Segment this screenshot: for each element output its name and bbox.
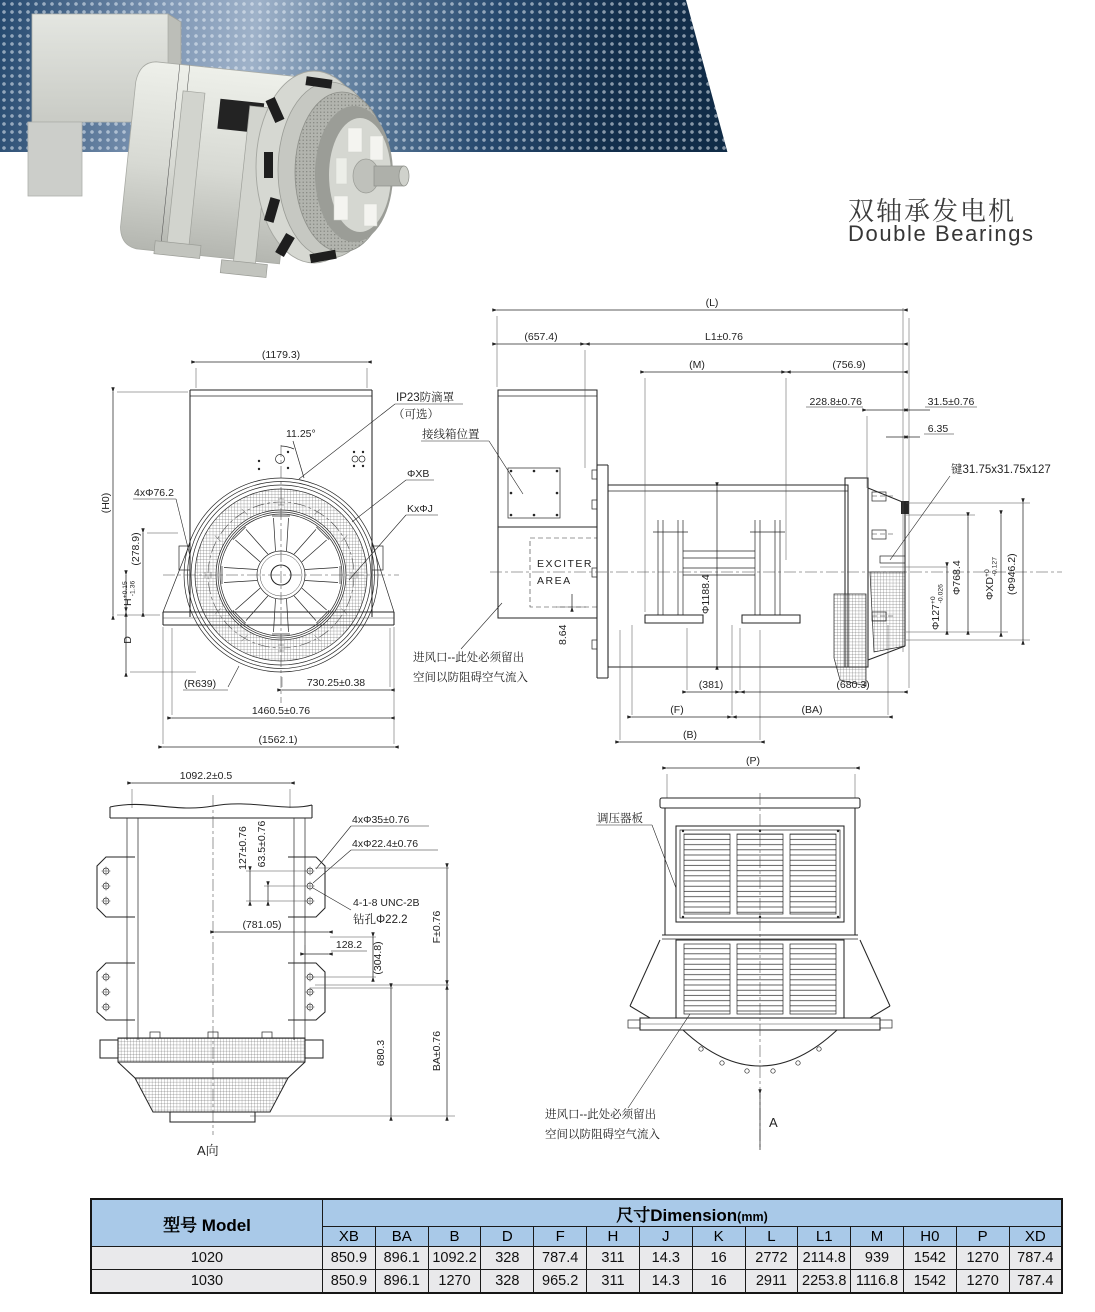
cell: 850.9 — [323, 1270, 376, 1294]
cell: 896.1 — [375, 1270, 428, 1294]
col-j: J — [639, 1227, 692, 1247]
cell: 311 — [587, 1270, 640, 1294]
dim-d: D — [122, 636, 134, 644]
col-l: L — [745, 1227, 798, 1247]
cell: 2911 — [745, 1270, 798, 1294]
label-corner-holes: 4xΦ76.2 — [134, 487, 174, 499]
dim-l: (L) — [705, 297, 719, 309]
label-xb: ΦXB — [407, 468, 430, 480]
cell: 896.1 — [375, 1247, 428, 1270]
dim-730: 730.25±0.38 — [306, 677, 366, 689]
col-f: F — [534, 1227, 587, 1247]
dim-1460: 1460.5±0.76 — [251, 705, 311, 717]
side-view-drawing — [490, 297, 1062, 742]
cell: 787.4 — [1009, 1247, 1062, 1270]
col-xb: XB — [323, 1227, 376, 1247]
col-d: D — [481, 1227, 534, 1247]
bottom-view-drawing — [97, 770, 455, 1158]
dim-xd: $\Phi XD^{+0}-0.127$ — [984, 557, 999, 600]
dim-304: (304.8) — [372, 941, 384, 975]
label-unc-1: 4-1-8 UNC-2B — [353, 897, 420, 909]
table-row-1020 — [91, 1247, 1062, 1270]
dim-h0: (H0) — [100, 492, 112, 514]
cell: 1116.8 — [851, 1270, 904, 1294]
dim-1562: (1562.1) — [258, 734, 298, 746]
col-xd: XD — [1009, 1227, 1062, 1247]
cell: 328 — [481, 1247, 534, 1270]
dim-f-076: F±0.76 — [431, 910, 443, 944]
col-ba: BA — [375, 1227, 428, 1247]
cell: 1270 — [956, 1247, 1009, 1270]
dim-278: (278.9) — [130, 532, 142, 566]
dim-128: 128.2 — [335, 939, 363, 951]
rear-note-air-1: 进风口--此处必须留出 — [545, 1109, 657, 1121]
cell: 328 — [481, 1270, 534, 1294]
dim-680-3: 680.3 — [375, 1039, 387, 1067]
col-h: H — [587, 1227, 640, 1247]
cell: 2114.8 — [798, 1247, 851, 1270]
col-h0: H0 — [903, 1227, 956, 1247]
dim-r639: (R639) — [184, 678, 217, 690]
dim-756: (756.9) — [832, 359, 866, 371]
col-b: B — [428, 1227, 481, 1247]
dim-1179: (1179.3) — [261, 349, 301, 361]
machine-open-end — [256, 71, 409, 263]
rear-note-air-2: 空间以防阻碍空气流入 — [545, 1129, 660, 1141]
dim-680: (680.3) — [836, 679, 870, 691]
label-holes-22: 4xΦ22.4±0.76 — [352, 838, 419, 850]
cell: 1270 — [428, 1270, 481, 1294]
cell: 16 — [692, 1270, 745, 1294]
dim-127: 127±0.76 — [237, 826, 249, 870]
dim-h-tol: $H^{+0.15}-1.36$ — [122, 580, 137, 606]
dim-f: (F) — [670, 704, 684, 716]
cell: 2253.8 — [798, 1270, 851, 1294]
label-unc-2: 钻孔Φ22.2 — [353, 914, 408, 926]
label-optional: （可选） — [393, 409, 439, 421]
col-k: K — [692, 1227, 745, 1247]
rear-view-drawing — [545, 755, 892, 1150]
cell: 1092.2 — [428, 1247, 481, 1270]
dim-781: (781.05) — [242, 919, 282, 931]
cell: 14.3 — [639, 1270, 692, 1294]
label-regulator: 调压器板 — [597, 813, 643, 825]
arrow-a-label: A — [769, 1115, 778, 1130]
cell: 2772 — [745, 1247, 798, 1270]
junction-plate-dots — [510, 470, 559, 517]
dim-31-5: 31.5±0.76 — [927, 396, 975, 408]
note-air-inlet-1: 进风口--此处必须留出 — [413, 652, 525, 664]
dim-ba: (BA) — [801, 704, 823, 716]
cell: 965.2 — [534, 1270, 587, 1294]
page-title-en: Double Bearings — [848, 221, 1035, 246]
col-p: P — [956, 1227, 1009, 1247]
dimension-table — [90, 1198, 1063, 1294]
engineering-drawings — [0, 290, 1095, 1185]
cell: 14.3 — [639, 1247, 692, 1270]
generator-photo — [18, 2, 438, 308]
label-key: 键31.75x31.75x127 — [951, 464, 1051, 476]
label-ip23: IP23防滴罩 — [396, 392, 455, 404]
bolt-dots — [258, 451, 364, 470]
label-exciter-1: EXCITER — [537, 558, 594, 570]
view-a-label: A向 — [197, 1143, 219, 1158]
cell: 787.4 — [534, 1247, 587, 1270]
table-row-1030 — [91, 1270, 1062, 1294]
dim-768: Φ768.4 — [951, 560, 963, 595]
label-exciter-2: AREA — [537, 575, 572, 587]
col-m: M — [851, 1227, 904, 1247]
front-view-drawing — [100, 349, 528, 747]
dim-1188: Φ1188.4 — [700, 574, 712, 614]
dimension-header: 尺寸Dimension(mm) — [323, 1199, 1063, 1227]
dim-127-shaft: $\Phi 127^{+0}-0.026$ — [930, 584, 945, 630]
label-holes-35: 4xΦ35±0.76 — [352, 814, 410, 826]
dim-6-35: 6.35 — [927, 423, 949, 435]
dim-946: (Φ946.2) — [1006, 553, 1018, 595]
model-column-header: 型号 Model — [91, 1199, 323, 1247]
dim-angle: 11.25° — [286, 428, 316, 440]
model-1030: 1030 — [91, 1270, 323, 1294]
dim-1092: 1092.2±0.5 — [179, 770, 233, 782]
dim-m: (M) — [689, 359, 705, 371]
dim-63-5: 63.5±0.76 — [256, 820, 268, 868]
dim-b: (B) — [683, 729, 697, 741]
note-air-inlet-2: 空间以防阻碍空气流入 — [413, 672, 528, 684]
dim-228: 228.8±0.76 — [809, 396, 862, 408]
cell: 939 — [851, 1247, 904, 1270]
cell: 787.4 — [1009, 1270, 1062, 1294]
cell: 1270 — [956, 1270, 1009, 1294]
cell: 850.9 — [323, 1247, 376, 1270]
page-title-cn: 双轴承发电机 — [848, 196, 1017, 226]
dim-p: (P) — [746, 755, 760, 767]
dim-381: (381) — [698, 679, 724, 691]
model-1020: 1020 — [91, 1247, 323, 1270]
cell: 16 — [692, 1247, 745, 1270]
label-kj: KxΦJ — [407, 503, 433, 515]
col-l1: L1 — [798, 1227, 851, 1247]
cell: 311 — [587, 1247, 640, 1270]
dim-ba-076: BA±0.76 — [431, 1030, 443, 1072]
dim-8-64: 8.64 — [557, 624, 569, 645]
cell: 1542 — [903, 1247, 956, 1270]
dim-657: (657.4) — [524, 331, 558, 343]
stator-face — [163, 445, 399, 703]
label-junction-box: 接线箱位置 — [422, 429, 480, 441]
cell: 1542 — [903, 1270, 956, 1294]
dim-l1: L1±0.76 — [705, 331, 743, 343]
